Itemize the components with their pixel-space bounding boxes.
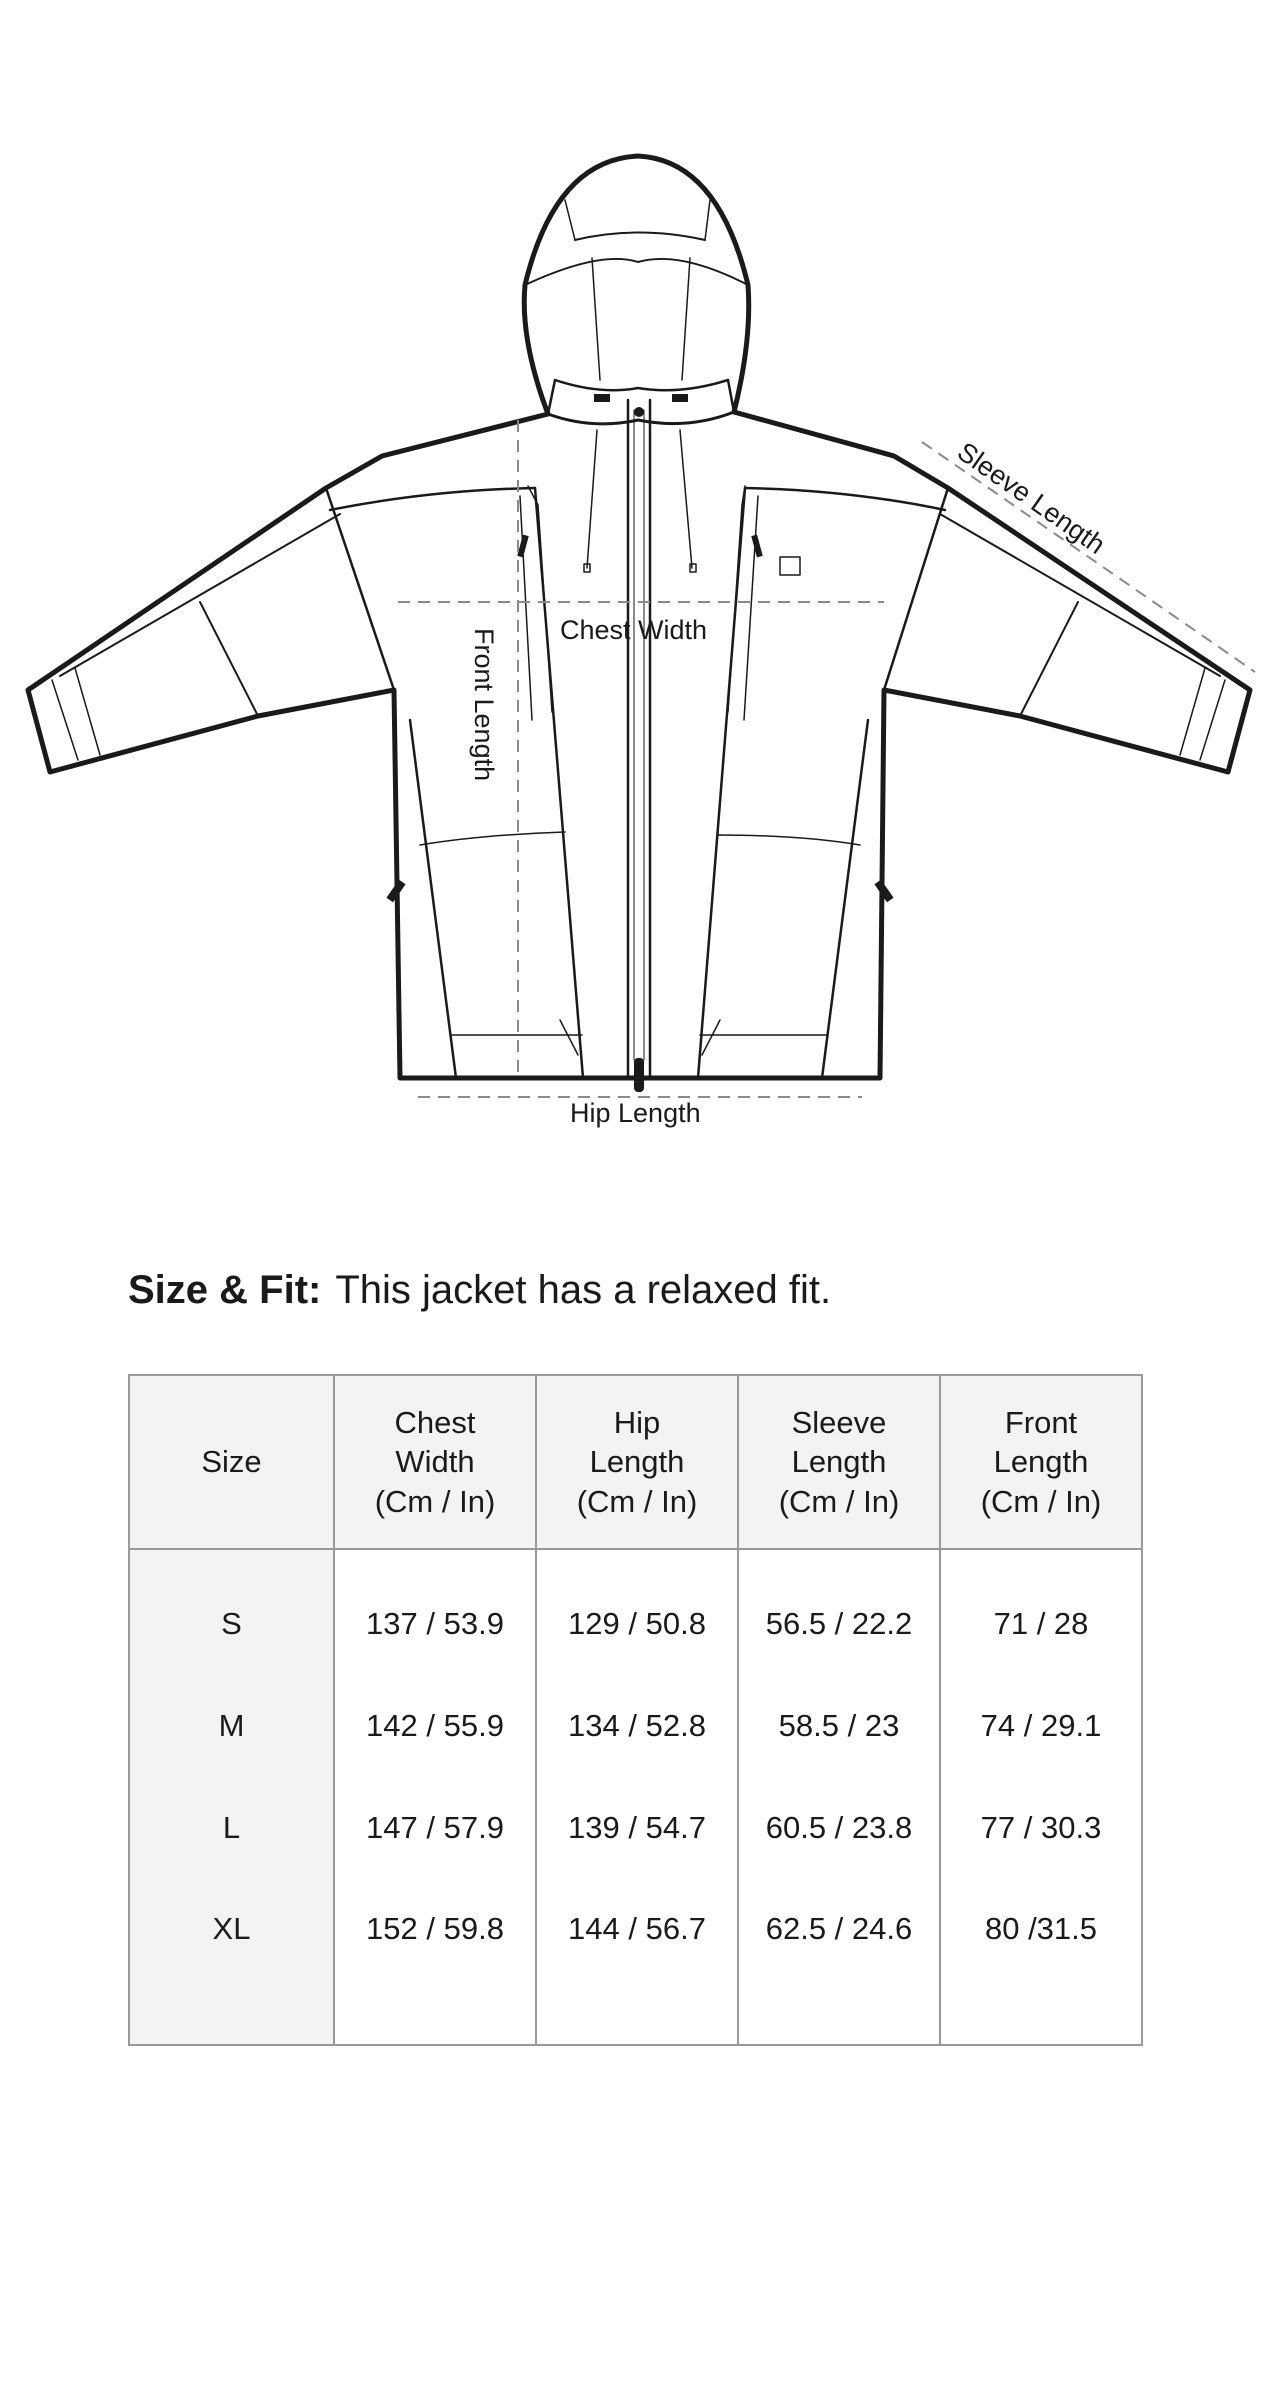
header-text: (Cm / In) [374,1483,496,1519]
header-text: (Cm / In) [980,1483,1102,1519]
front-length-cell: 77 / 30.3 [940,1777,1142,1879]
front-length-label: Front Length [469,628,499,782]
table-row [129,1675,1142,1777]
sleeve-length-cell: 56.5 / 22.2 [738,1549,940,1675]
size-cell: L [129,1777,334,1879]
table-row [129,1777,1142,1879]
header-size [129,1375,334,1549]
chest-width-cell: 137 / 53.9 [334,1549,536,1675]
hip-length-cell: 129 / 50.8 [536,1549,738,1675]
jacket-illustration [0,0,1282,1160]
hip-length-cell: 134 / 52.8 [536,1675,738,1777]
size-chart-header [129,1375,1142,1549]
hood-outline [524,156,748,414]
hip-length-label: Hip Length [570,1098,701,1128]
header-hip-length [536,1375,738,1549]
logo-badge [780,557,800,575]
size-chart-body [129,1549,1142,2045]
sleeve-length-cell: 60.5 / 23.8 [738,1777,940,1879]
header-text: Size [201,1444,262,1480]
sleeve-length-cell: 58.5 / 23 [738,1675,940,1777]
header-text: (Cm / In) [778,1483,900,1519]
hip-length-cell: 144 / 56.7 [536,1879,738,2045]
hood-inner [525,259,748,285]
header-text: Length [589,1444,685,1480]
header-text: Length [791,1444,887,1480]
size-fit-description: This jacket has a relaxed fit. [335,1268,832,1312]
header-chest-width [334,1375,536,1549]
table-row [129,1549,1142,1675]
header-sleeve-length [738,1375,940,1549]
size-cell: M [129,1675,334,1777]
chest-width-label: Chest Width [560,615,708,645]
size-fit-heading: Size & Fit: [128,1268,322,1312]
chest-width-cell: 142 / 55.9 [334,1675,536,1777]
header-text: Length [993,1444,1089,1480]
sleeve-length-label: Sleeve Length [951,436,1111,560]
size-fit-statement [128,1268,831,1313]
size-chart-table [128,1374,1143,2046]
center-zipper [628,400,650,1078]
size-cell: S [129,1549,334,1675]
header-text: Hip [613,1404,661,1440]
header-text: Width [395,1444,475,1480]
size-cell: XL [129,1879,334,2045]
header-row [129,1375,1142,1549]
hip-length-cell: 139 / 54.7 [536,1777,738,1879]
front-length-cell: 71 / 28 [940,1549,1142,1675]
header-front-length [940,1375,1142,1549]
table-row [129,1879,1142,2045]
header-text: Front [1004,1404,1078,1440]
chest-width-cell: 152 / 59.8 [334,1879,536,2045]
header-text: Sleeve [791,1404,887,1440]
front-length-cell: 74 / 29.1 [940,1675,1142,1777]
front-length-cell: 80 /31.5 [940,1879,1142,2045]
header-text: (Cm / In) [576,1483,698,1519]
jacket-diagram [0,0,1282,1160]
sleeve-length-cell: 62.5 / 24.6 [738,1879,940,2045]
header-text: Chest [394,1404,476,1440]
chest-width-cell: 147 / 57.9 [334,1777,536,1879]
